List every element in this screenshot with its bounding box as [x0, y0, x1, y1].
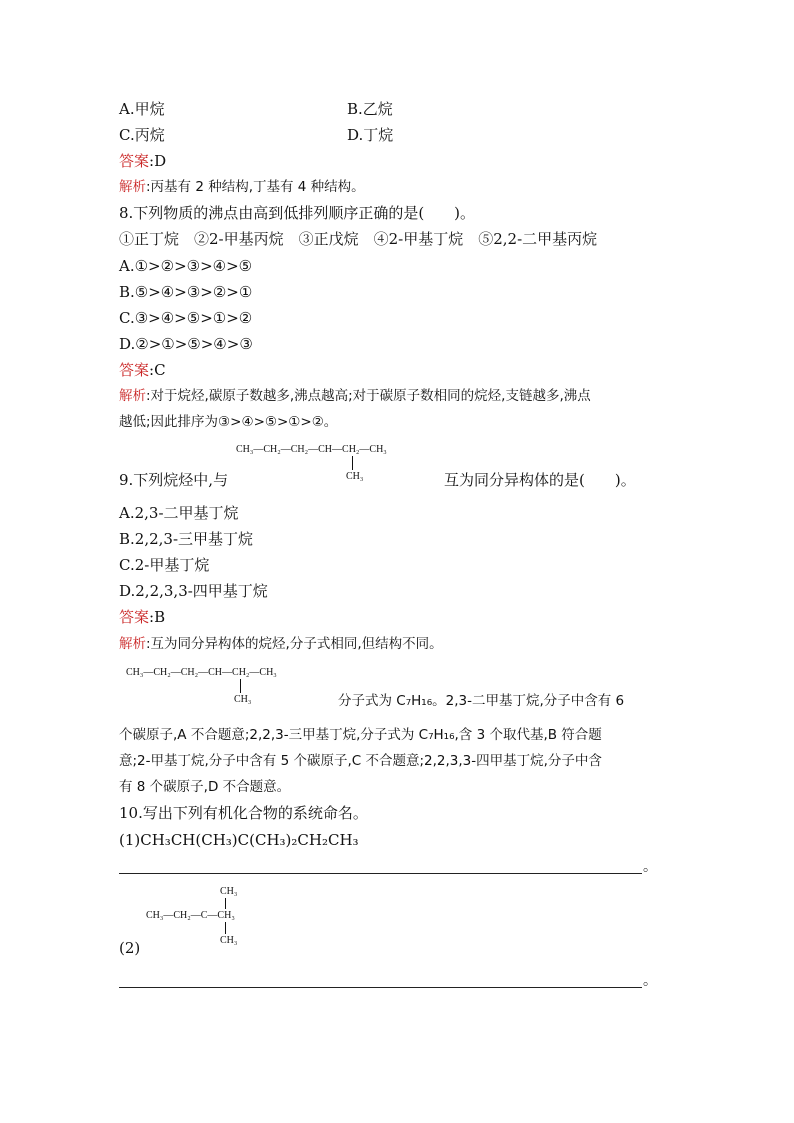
- structure-main-chain: CH₃—CH₂—C—CH₃: [146, 910, 235, 921]
- q7-analysis: [119, 177, 365, 197]
- q7-option-c: C.丙烷: [119, 126, 165, 144]
- q9-analysis-line3: 个碳原子,A 不合题意;2,2,3-三甲基丁烷,分子式为 C₇H₁₆,含 3 个取代基,B 符合题: [119, 727, 602, 743]
- q10-stem: 10.写出下列有机化合物的系统命名。: [119, 804, 368, 822]
- q10-part1: (1)CH₃CH(CH₃)C(CH₃)₂CH₂CH₃: [119, 831, 359, 849]
- answer-blank-2[interactable]: [119, 987, 642, 988]
- structure-branch: CH₃: [234, 694, 252, 705]
- q8-answer: [119, 360, 166, 380]
- q7-answer: [119, 151, 166, 171]
- q7-option-d: D.丁烷: [347, 126, 394, 144]
- answer-label: 答案: [119, 608, 150, 626]
- q9-stem-before: 9.下列烷烃中,与: [119, 471, 229, 489]
- answer-value: :D: [149, 152, 167, 170]
- q9-analysis-line1: [119, 634, 443, 654]
- q9-option-d: D.2,2,3,3-四甲基丁烷: [119, 582, 268, 600]
- q8-analysis-line2: 越低;因此排序为③>④>⑤>①>②。: [119, 414, 338, 430]
- structure-bond: [240, 679, 241, 693]
- analysis-text: :互为同分异构体的烷烃,分子式相同,但结构不同。: [146, 636, 443, 652]
- analysis-label: 解析: [119, 388, 146, 404]
- q8-option-d: D.②>①>⑤>④>③: [119, 335, 253, 353]
- analysis-text: :对于烷烃,碳原子数越多,沸点越高;对于碳原子数相同的烷烃,支链越多,沸点: [146, 388, 591, 404]
- q8-items: ①正丁烷 ②2-甲基丙烷 ③正戊烷 ④2-甲基丁烷 ⑤2,2-二甲基丙烷: [119, 230, 598, 248]
- q8-stem: 8.下列物质的沸点由高到低排列顺序正确的是( )。: [119, 204, 476, 222]
- q9-stem-after: 互为同分异构体的是( )。: [444, 471, 636, 489]
- answer-value: :C: [149, 361, 166, 379]
- q7-options-row2: [119, 125, 394, 145]
- q8-option-b: B.⑤>④>③>②>①: [119, 283, 253, 301]
- q9-option-b: B.2,2,3-三甲基丁烷: [119, 530, 254, 548]
- blank-1-period: 。: [643, 859, 657, 875]
- structure-bottom-branch: CH₃: [220, 935, 238, 946]
- analysis-text: :丙基有 2 种结构,丁基有 4 种结构。: [146, 179, 365, 195]
- q9-option-a: A.2,3-二甲基丁烷: [119, 504, 239, 522]
- answer-label: 答案: [119, 152, 150, 170]
- q9-analysis-line5: 有 8 个碳原子,D 不合题意。: [119, 779, 291, 795]
- structure-bond-bottom: [225, 922, 226, 934]
- structure-main-chain: CH₃—CH₂—CH₂—CH—CH₂—CH₃: [126, 667, 277, 678]
- q9-analysis-structural-formula: [126, 667, 336, 711]
- q10-part2: (2): [119, 939, 141, 957]
- structure-bond: [352, 456, 353, 470]
- q9-option-c: C.2-甲基丁烷: [119, 556, 210, 574]
- structure-main-chain: CH₃—CH₂—CH₂—CH—CH₂—CH₃: [236, 444, 387, 455]
- structure-branch: CH₃: [346, 471, 364, 482]
- analysis-label: 解析: [119, 636, 146, 652]
- q10-structural-formula: [146, 886, 276, 950]
- answer-label: 答案: [119, 361, 150, 379]
- analysis-label: 解析: [119, 179, 146, 195]
- structure-top-branch: CH₃: [220, 886, 238, 897]
- answer-value: :B: [149, 608, 166, 626]
- q7-option-b: B.乙烷: [347, 100, 393, 118]
- q9-analysis-line4: 意;2-甲基丁烷,分子中含有 5 个碳原子,C 不合题意;2,2,3,3-四甲基丁烷,分子中含: [119, 753, 602, 769]
- q7-options-row1: [119, 99, 393, 119]
- q9-analysis-line2: 分子式为 C₇H₁₆。2,3-二甲基丁烷,分子中含有 6: [338, 693, 625, 709]
- structure-bond-top: [225, 898, 226, 909]
- q8-option-c: C.③>④>⑤>①>②: [119, 309, 253, 327]
- q7-option-a: A.甲烷: [119, 100, 165, 118]
- q8-analysis-line1: [119, 386, 591, 406]
- answer-blank-1[interactable]: [119, 873, 642, 874]
- q8-option-a: A.①>②>③>④>⑤: [119, 257, 253, 275]
- q9-structural-formula: [236, 444, 446, 488]
- blank-2-period: 。: [643, 973, 657, 989]
- q9-answer: [119, 607, 165, 627]
